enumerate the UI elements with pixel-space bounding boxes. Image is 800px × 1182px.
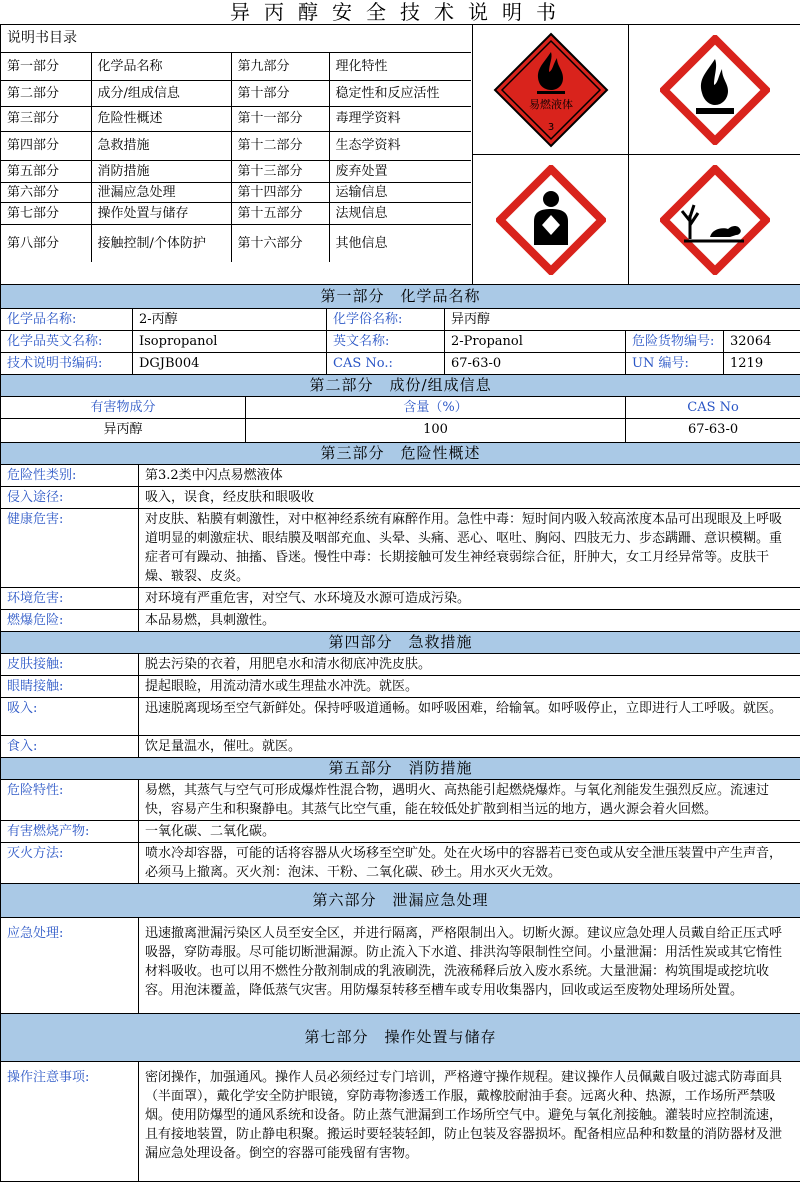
environment-hazard-icon [629,155,800,285]
toc-part-2: 第二部分 [1,80,91,106]
toc-part-3: 第三部分 [1,106,91,131]
en-name-value: Isopropanol [133,331,327,353]
health-hazard-label: 健康危害: [1,509,139,588]
env-hazard-label: 环境危害: [1,588,139,610]
toc-part-4: 第四部分 [1,131,91,160]
eye-contact-value: 提起眼睑，用流动清水或生理盐水冲洗。就医。 [139,676,800,698]
section-3-header: 第三部分 危险性概述 [1,443,800,465]
combustion-products-value: 一氧化碳、二氧化碳。 [139,821,800,843]
toc-part-8: 第八部分 [1,224,91,262]
toc-table [1,25,471,262]
toc-part-6: 第六部分 [1,182,91,202]
dg-no-label: 危险货物编号: [626,331,724,353]
section-4-header: 第四部分 急救措施 [1,632,800,654]
toc-title-16: 其他信息 [329,224,471,262]
flammable-label-text: 易燃液体 [529,97,573,111]
env-hazard-value: 对环境有严重危害，对空气、水环境及水源可造成污染。 [139,588,800,610]
inhalation-value: 迅速脱离现场至空气新鲜处。保持呼吸道通畅。如呼吸困难，给输氧。如呼吸停止，立即进行人工呼吸。就医。 [139,698,800,736]
un-value: 1219 [724,353,800,375]
handling-value: 密闭操作，加强通风。操作人员必须经过专门培训，严格遵守操作规程。建议操作人员佩戴自吸过滤式防毒面具（半面罩），戴化学安全防护眼镜，穿防毒物渗透工作服，戴橡胶耐油手套。远离火种、热源，工作场所严禁吸烟。使用防爆型的通风系统和设备。防止蒸气泄漏到工作场所空气中。避免与氧化剂接触。灌装时应控制流速，且有接地装置，防止静电积聚。搬运时要轻装轻卸，防止包装及容器损坏。配备相应品种和数量的消防器材及泄漏应急处理设备。倒空的容器可能残留有害物。 [139,1062,800,1182]
toc-part-9: 第九部分 [231,52,329,80]
dg-no-value: 32064 [724,331,800,353]
toc-part-1: 第一部分 [1,52,91,80]
toc-title-1: 化学品名称 [91,52,231,80]
toc-title-12: 生态学资料 [329,131,471,160]
toc-part-16: 第十六部分 [231,224,329,262]
handling-label: 操作注意事项: [1,1062,139,1182]
cas-label: CAS No.: [327,353,445,375]
exposure-route-label: 侵入途径: [1,487,139,509]
toc-title-4: 急救措施 [91,131,231,160]
ingestion-label: 食入: [1,736,139,758]
skin-contact-label: 皮肤接触: [1,654,139,676]
inhalation-label: 吸入: [1,698,139,736]
en-name2-label: 英文名称: [327,331,445,353]
toc-title-7: 操作处置与储存 [91,202,231,224]
section-2-header: 第二部分 成份/组成信息 [1,375,800,397]
toc-title-13: 废弃处置 [329,160,471,182]
exposure-route-value: 吸入，误食，经皮肤和眼吸收 [139,487,800,509]
toc-section [0,24,800,285]
en-name2-value: 2-Propanol [445,331,626,353]
health-hazard-value: 对皮肤、粘膜有刺激性，对中枢神经系统有麻醉作用。急性中毒：短时间内吸入较高浓度本品可出现眼及上呼吸道明显的刺激症状、眼结膜及咽部充血、头晕、头痛、恶心、呕吐、胸闷、四肢无力、步态蹒跚、意识模糊。重症者可有躁动、抽搐、昏迷。慢性中毒：长期接触可发生神经衰弱综合征，肝肿大，女工月经异常等。皮肤干燥、皲裂、皮炎。 [139,509,800,588]
section-5-header: 第五部分 消防措施 [1,758,800,780]
extinguishing-value: 喷水冷却容器，可能的话将容器从火场移至空旷处。处在火场中的容器若已变色或从安全泄压装置中产生声音，必须马上撤离。灭火剂：泡沫、干粉、二氧化碳、砂土。用水灭火无效。 [139,843,800,884]
toc-part-5: 第五部分 [1,160,91,182]
emergency-value: 迅速撤离泄漏污染区人员至安全区，并进行隔离，严格限制出入。切断火源。建议应急处理人员戴自给正压式呼吸器，穿防毒服。尽可能切断泄漏源。防止流入下水道、排洪沟等限制性空间。小量泄漏：用活性炭或其它惰性材料吸收。也可以用不燃性分散剂制成的乳液刷洗，洗液稀释后放入废水系统。大量泄漏：构筑围堤或挖坑收容。用泡沫覆盖，降低蒸气灾害。用防爆泵转移至槽车或专用收集器内，回收或运至废物处理场所处置。 [139,918,800,1014]
flame-icon [629,25,800,155]
component-value: 异丙醇 [1,419,246,443]
code-value: DGJB004 [133,353,327,375]
hazard-class-value: 第3.2类中闪点易燃液体 [139,465,800,487]
toc-title-9: 理化特性 [329,52,471,80]
toc-part-14: 第十四部分 [231,182,329,202]
toc-part-15: 第十五部分 [231,202,329,224]
eye-contact-label: 眼睛接触: [1,676,139,698]
un-label: UN 编号: [626,353,724,375]
content-value: 100 [246,419,626,443]
hazard-class-label: 危险性类别: [1,465,139,487]
explosion-hazard-value: 本品易燃，具刺激性。 [139,610,800,632]
chem-name-value: 2-丙醇 [133,309,327,331]
health-hazard-icon [473,155,629,285]
code-label: 技术说明书编码: [1,353,133,375]
hazard-property-value: 易燃，其蒸气与空气可形成爆炸性混合物，遇明火、高热能引起燃烧爆炸。与氧化剂能发生强烈反应。流速过快，容易产生和积聚静电。其蒸气比空气重，能在较低处扩散到相当远的地方，遇火源会着火回燃。 [139,780,800,821]
component-col-header: 有害物成分 [1,397,246,419]
toc-title-6: 泄漏应急处理 [91,182,231,202]
toc-part-10: 第十部分 [231,80,329,106]
cas-value: 67-63-0 [445,353,626,375]
combustion-products-label: 有害燃烧产物: [1,821,139,843]
section-7-header: 第七部分 操作处置与储存 [1,1014,800,1062]
common-name-label: 化学俗名称: [327,309,445,331]
toc-part-12: 第十二部分 [231,131,329,160]
common-name-value: 异丙醇 [445,309,800,331]
toc-header: 说明书目录 [1,25,471,52]
toc-title-2: 成分/组成信息 [91,80,231,106]
emergency-label: 应急处理: [1,918,139,1014]
ingestion-value: 饮足量温水，催吐。就医。 [139,736,800,758]
skin-contact-value: 脱去污染的衣着，用肥皂水和清水彻底冲洗皮肤。 [139,654,800,676]
en-name-label: 化学品英文名称: [1,331,133,353]
toc-title-14: 运输信息 [329,182,471,202]
toc-part-13: 第十三部分 [231,160,329,182]
toc-title-15: 法规信息 [329,202,471,224]
section-1-2 [0,284,800,443]
toc-title-11: 毒理学资料 [329,106,471,131]
toc-title-8: 接触控制/个体防护 [91,224,231,262]
cas-col-header: CAS No [626,397,800,419]
extinguishing-label: 灭火方法: [1,843,139,884]
chem-name-label: 化学品名称: [1,309,133,331]
flammable-label-class: 3 [547,122,553,133]
component-cas-value: 67-63-0 [626,419,800,443]
section-1-header: 第一部分 化学品名称 [1,285,800,309]
toc-part-7: 第七部分 [1,202,91,224]
flammable-liquid-label-icon [473,25,629,155]
content-col-header: 含量（%） [246,397,626,419]
hazard-property-label: 危险特性: [1,780,139,821]
toc-title-10: 稳定性和反应活性 [329,80,471,106]
toc-part-11: 第十一部分 [231,106,329,131]
toc-title-5: 消防措施 [91,160,231,182]
section-3-7 [0,442,800,1182]
explosion-hazard-label: 燃爆危险: [1,610,139,632]
section-6-header: 第六部分 泄漏应急处理 [1,884,800,918]
toc-title-3: 危险性概述 [91,106,231,131]
document-title: 异丙醇安全技术说明书 [0,0,800,24]
